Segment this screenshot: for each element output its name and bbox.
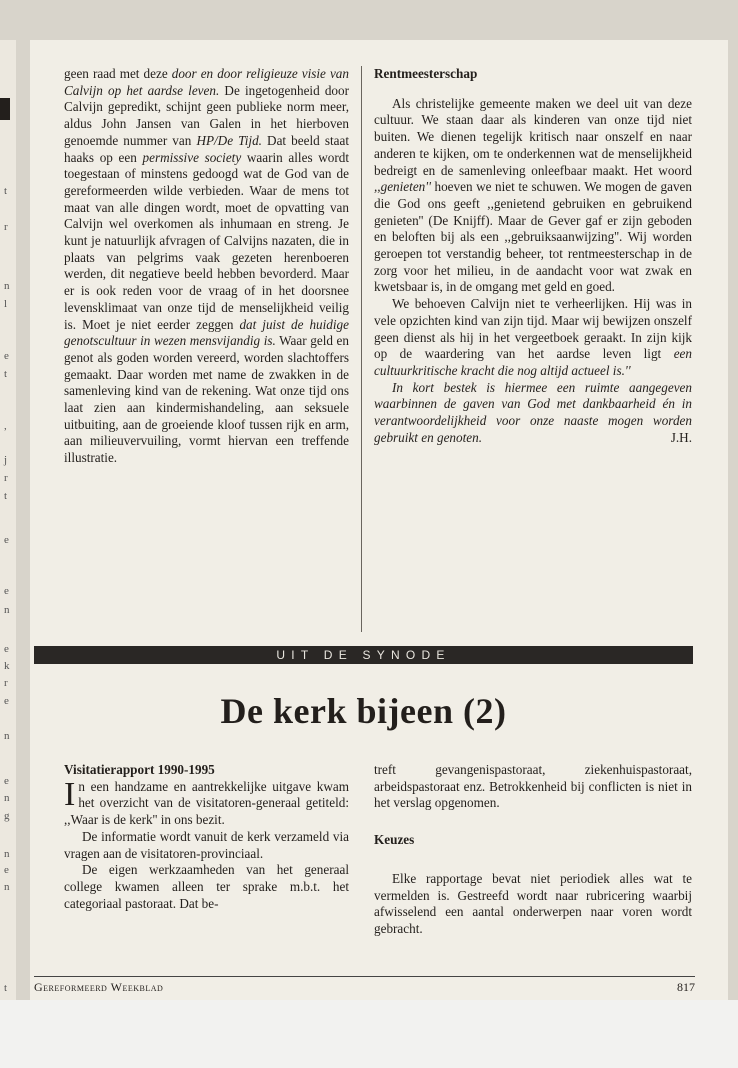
previous-page-mark (0, 98, 10, 120)
prev-letter: e (4, 350, 9, 362)
prev-letter: e (4, 534, 9, 546)
scan-margin (0, 1000, 738, 1068)
prev-letter: t (4, 185, 8, 197)
prev-letter: e (4, 585, 9, 597)
paragraph: treft gevangenispastoraat, ziekenhuispastoraat, arbeidspastoraat enz. Betrokkenheid bij conflicten is niet in het verslag opgenomen. (374, 762, 692, 811)
drop-cap: I (64, 775, 76, 813)
prev-letter: g (4, 810, 10, 822)
paragraph: In een handzame en aantrekkelijke uitgave kwam het overzicht van de visitatoren-generaal getiteld: ,,Waar is de kerk'' in ons bezit. (64, 775, 349, 828)
prev-letter: t (4, 982, 8, 994)
prev-letter: r (4, 472, 8, 484)
prev-letter: n (4, 730, 10, 742)
left-column-text: geen raad met deze door en door religieuze visie van Calvijn op het aardse leven. De ingetogenheid door Calvijn gepredikt, schijnt geen publieke norm meer, aldus John Jansen van Galen in het hierboven genoemde nummer van HP/De Tijd. Dat beeld staat haaks op een permissive society waarin alles wordt toegestaan of minstens gedoogd wat de God van de gereformeerden wilde verbieden. Waar de mens tot maat van alle dingen wordt, moet de opvatting van Calvijn wel overkomen als inhumaan en streng. Je kunt je natuurlijk afvragen of Calvijns nazaten, die in plaats van pelgrims vaak gezeten herenboeren werden, dit negatieve beeld hebben bevorderd. Maar er is ook reden voor de vraag of in het doorsnee levensklimaat van onze tijd de menselijkheid veilig is. Moet je niet eerder zeggen dat juist de huidige genotscultuur in wezen mensvijandig is. Waar geld en genot als goden worden vereerd, worden slachtoffers gemaakt. Daar worden met name de zwakken in de samenleving kind van de rekening. Wat onze tijd ons laat zien aan kindermishandeling, aan seksuele uitbuiting, aan de groeiende kloof tussen rijk en arm, aan milieuvervuiling, vormt hiervan een treffende illustratie. (64, 66, 350, 466)
prev-letter: e (4, 643, 9, 655)
prev-letter: r (4, 677, 8, 689)
paragraph: De informatie wordt vanuit de kerk verzameld via vragen aan de visitatoren-provinciaal. (64, 828, 349, 861)
article-headline: De kerk bijeen (2) (220, 691, 507, 731)
column-divider (361, 66, 362, 632)
prev-letter: t (4, 368, 8, 380)
paragraph: Als christelijke gemeente maken we deel uit van deze cultuur. We staan daar als kinderen van onze tijd niet buiten. We dienen tegelijk kritisch naar onszelf en naar anderen te kijken, om te onderkennen wat de menselijkheid bedreigt en de samenleving onleefbaar maakt. Het woord ,,genieten'' hoeven we niet te schuwen. We mogen de gaven die God ons geeft ,,genietend gebruiken en gebruikend genieten'' (De Knijff). Maar de Gever gaf er zijn geboden en beloften bij als een ,,gebruiksaanwijzing''. Wij worden geroepen tot verstandig beheer, tot rentmeesterschap in de zorg voor het milieu, in de aandacht voor wat zwak en kwetsbaar is, in de omgang met geld en goed. (374, 95, 692, 295)
publication-name: Gereformeerd Weekblad (34, 980, 164, 994)
prev-letter: e (4, 695, 9, 707)
previous-page-edge (0, 40, 16, 1000)
prev-letter: j (4, 454, 8, 466)
left-column (64, 66, 349, 467)
article-right-column (374, 762, 692, 938)
section-heading-rentmeesterschap: Rentmeesterschap (374, 66, 478, 81)
prev-letter: k (4, 660, 10, 672)
page-number: 817 (677, 980, 695, 994)
paragraph: Elke rapportage bevat niet periodiek alles wat te vermelden is. Gestreefd wordt naar rubricering waarbij afwisselend een aantal onderwerpen naar voren wordt gebracht. (374, 870, 692, 936)
paragraph: De eigen werkzaamheden van het generaal college kwamen alleen ter sprake m.b.t. het categoriaal pastoraat. Dat be- (64, 862, 349, 911)
prev-letter: l (4, 298, 8, 310)
article-left-column (64, 762, 349, 912)
author-signature: J.H. (670, 429, 692, 445)
paragraph: We behoeven Calvijn niet te verheerlijken. Hij was in vele opzichten kind van zijn tijd. Maar wij bewijzen onszelf geen dienst als hij in het vergeetboek geraakt. In zijn kijk op de waardering van het aardse leven ligt een cultuurkritische kracht die nog altijd actueel is.'' (374, 296, 692, 378)
prev-letter: n (4, 792, 10, 804)
rubric-label: UIT DE SYNODE (276, 648, 451, 662)
prev-letter: n (4, 604, 10, 616)
closing-paragraph: In kort bestek is hiermee een ruimte aangegeven waarbinnen de gaven van God met dankbaarheid én in verantwoordelijkheid voor onze naaste mogen worden gebruikt en genoten. J.H. (374, 379, 692, 445)
prev-letter: , (4, 420, 7, 432)
prev-letter: n (4, 280, 10, 292)
rubric-bar (34, 646, 693, 664)
section-heading-keuzes: Keuzes (374, 832, 415, 848)
prev-letter: n (4, 848, 10, 860)
right-column (374, 66, 692, 446)
prev-letter: e (4, 775, 9, 787)
prev-letter: t (4, 490, 8, 502)
prev-letter: r (4, 221, 8, 233)
prev-letter: e (4, 864, 9, 876)
section-heading-visitatierapport: Visitatierapport 1990-1995 (64, 762, 215, 777)
prev-letter: n (4, 881, 10, 893)
footer-rule (34, 976, 695, 977)
